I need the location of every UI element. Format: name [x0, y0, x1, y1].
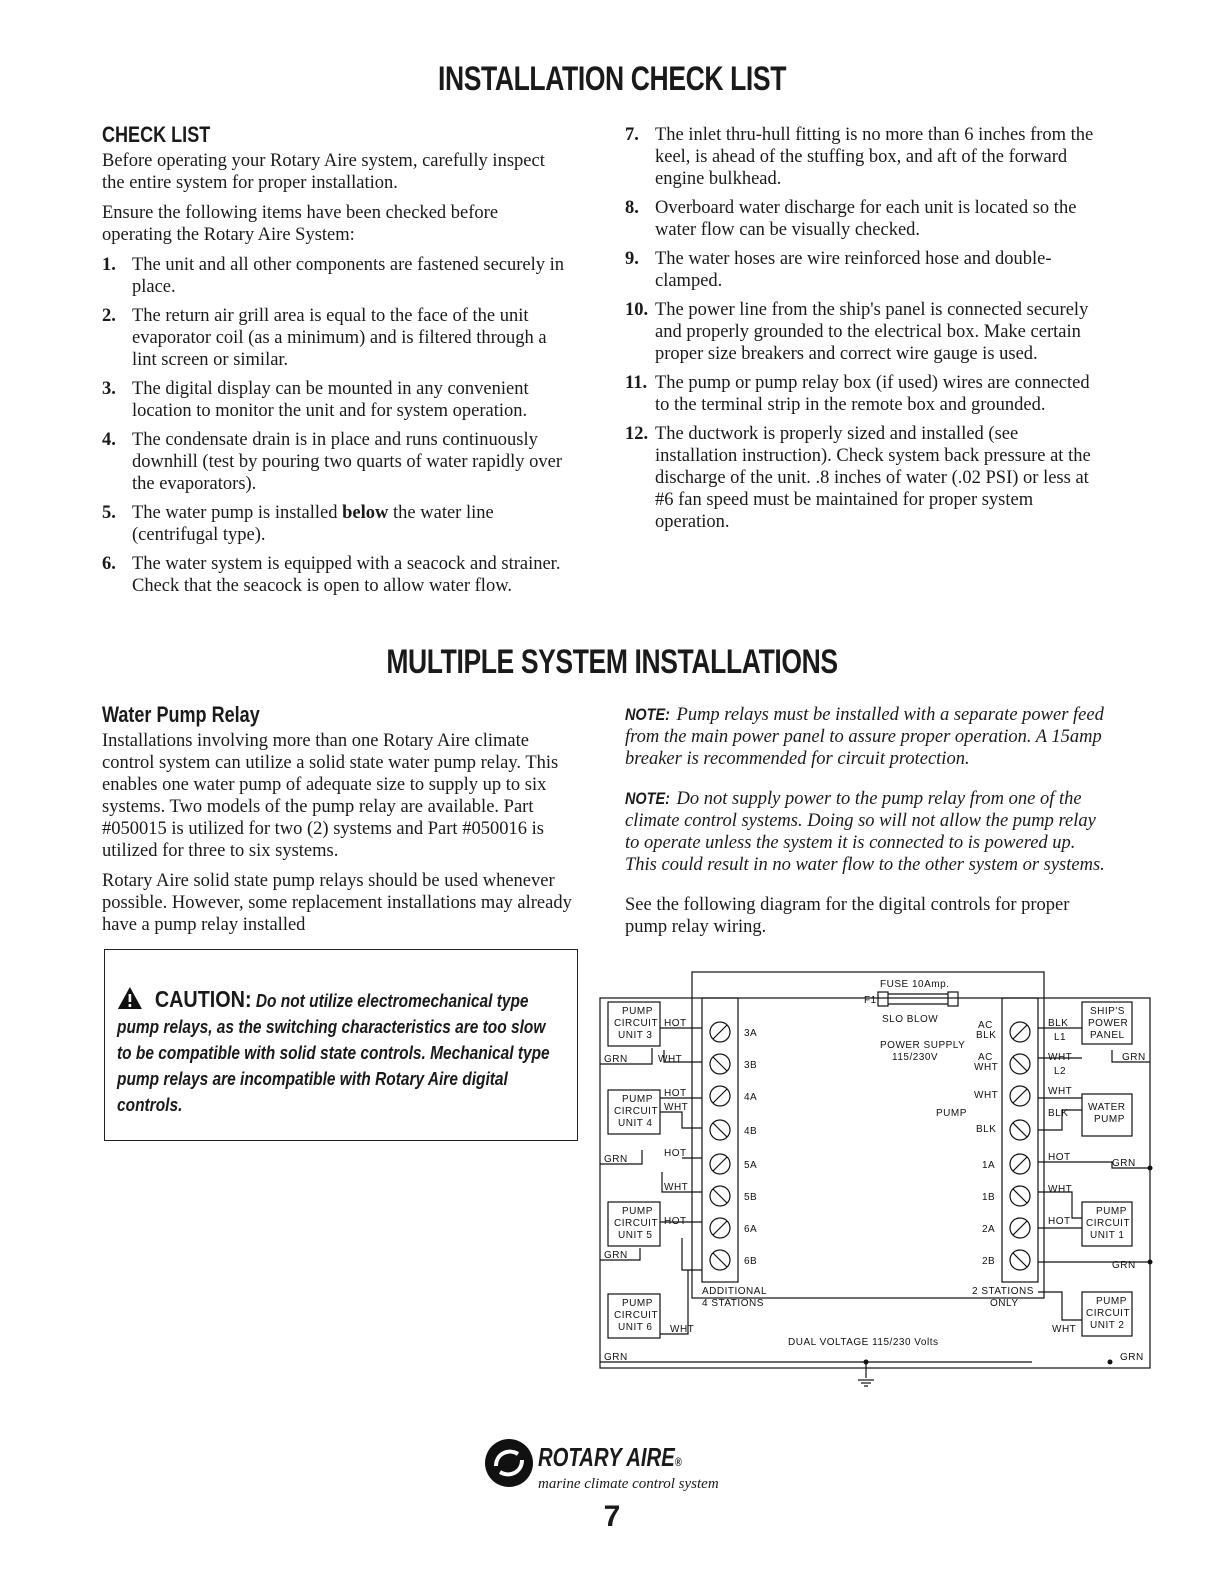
svg-text:BLK: BLK — [1048, 1018, 1069, 1029]
svg-text:HOT: HOT — [664, 1148, 687, 1159]
pump-relay-para-1: Installations involving more than one Rotary Aire climate control system can utilize a solid state water pump relay. This enables one water pump of adequate size to supply up to six systems. Two models of the pump relay are available. Part #050015 is utilized for two (2) systems and Part #050016 is utilized for three to six systems. — [102, 731, 559, 861]
checklist-intro-2: Ensure the following items have been checked before operating the Rotary Aire System: — [102, 203, 499, 245]
section-title: MULTIPLE SYSTEM INSTALLATIONS — [386, 643, 838, 681]
note-1: NOTE: Pump relays must be installed with a separate power feed from the main power panel to assure proper operation. A 15amp breaker is recommended for circuit protection. — [625, 705, 1104, 769]
checklist-item: 12. The ductwork is properly sized and installed (see installation instruction). Check system back pressure at the discharge of the unit. .8 inches of water (.02 PSI) or less at #6 fan speed must be maintained for proper system operation. — [625, 424, 1091, 532]
checklist-right-column — [625, 124, 1105, 540]
water-pump-label: PUMP — [1094, 1114, 1125, 1125]
checklist-item: 8. Overboard water discharge for each unit is located so the water flow can be visually checked. — [625, 198, 1077, 240]
svg-text:CIRCUIT: CIRCUIT — [614, 1310, 659, 1321]
terminal-2b: 2B — [982, 1256, 996, 1267]
terminal-4b: 4B — [744, 1126, 758, 1137]
svg-text:CIRCUIT: CIRCUIT — [1086, 1308, 1131, 1319]
terminal-3a: 3A — [744, 1028, 758, 1039]
pump-relay-left-column — [102, 704, 580, 944]
checklist-items-left — [102, 254, 572, 597]
svg-text:PUMP: PUMP — [1096, 1296, 1127, 1307]
svg-text:HOT: HOT — [664, 1018, 687, 1029]
svg-text:CIRCUIT: CIRCUIT — [614, 1106, 659, 1117]
slo-blow-label: SLO BLOW — [882, 1014, 939, 1025]
terminal-5b: 5B — [744, 1192, 758, 1203]
svg-text:GRN: GRN — [604, 1352, 628, 1363]
svg-text:WHT: WHT — [1052, 1324, 1077, 1335]
checklist-item: 3. The digital display can be mounted in any convenient location to monitor the unit and for system operation. — [102, 379, 529, 421]
left-terminal-screws — [710, 1022, 730, 1270]
svg-text:PUMP: PUMP — [622, 1006, 653, 1017]
checklist-item: 9. The water hoses are wire reinforced hose and double-clamped. — [625, 249, 1052, 291]
svg-text:WATER: WATER — [1088, 1102, 1126, 1113]
warning-triangle-icon — [117, 986, 143, 1010]
ships-panel-label: PANEL — [1090, 1030, 1125, 1041]
checklist-left-column — [102, 124, 572, 604]
svg-text:BLK: BLK — [976, 1124, 997, 1135]
checklist-intro-1: Before operating your Rotary Aire system, carefully inspect the entire system for proper installation. — [102, 151, 545, 193]
svg-text:L1: L1 — [1054, 1032, 1067, 1043]
terminal-1a: 1A — [982, 1160, 996, 1171]
brand-name: ROTARY AIRE — [538, 1442, 675, 1472]
terminal-5a: 5A — [744, 1160, 758, 1171]
additional-stations-label: ADDITIONAL — [702, 1286, 768, 1297]
svg-text:L2: L2 — [1054, 1066, 1067, 1077]
pump-relay-wiring-diagram — [592, 970, 1162, 1390]
svg-text:HOT: HOT — [664, 1088, 687, 1099]
svg-text:BLK: BLK — [1048, 1108, 1069, 1119]
svg-text:PUMP: PUMP — [622, 1298, 653, 1309]
rotary-aire-swirl-icon — [482, 1436, 536, 1490]
checklist-items-right — [625, 124, 1105, 533]
svg-text:WHT: WHT — [974, 1062, 999, 1073]
note-2: NOTE: Do not supply power to the pump relay from one of the climate control systems. Doing so will not allow the pump relay to operate unless the system it is connected to is powered up. This could result in no water flow to the other system or systems. — [625, 789, 1105, 875]
checklist-item: 10. The power line from the ship's panel is connected securely and properly grounded to the electrical box. Make certain proper size breakers and correct wire gauge is used. — [625, 300, 1089, 364]
svg-text:CIRCUIT: CIRCUIT — [614, 1218, 659, 1229]
dual-voltage-label: DUAL VOLTAGE 115/230 Volts — [788, 1337, 939, 1348]
pump-relay-para-2: Rotary Aire solid state pump relays should be used whenever possible. However, some replacement installations may already have a pump relay installed — [102, 871, 572, 935]
svg-text:GRN: GRN — [604, 1054, 628, 1065]
terminal-2a: 2A — [982, 1224, 996, 1235]
checklist-subhead: CHECK LIST — [102, 122, 211, 147]
page-title: INSTALLATION CHECK LIST — [437, 60, 787, 98]
svg-text:GRN: GRN — [1122, 1052, 1146, 1063]
checklist-item: 2. The return air grill area is equal to the face of the unit evaporator coil (as a minimum) and is filtered through a lint screen or similar. — [102, 306, 547, 370]
svg-text:GRN: GRN — [1120, 1352, 1144, 1363]
svg-text:PUMP: PUMP — [622, 1206, 653, 1217]
two-stations-label: 2 STATIONS — [972, 1286, 1034, 1297]
svg-text:GRN: GRN — [604, 1154, 628, 1165]
svg-text:SHIP'S: SHIP'S — [1090, 1006, 1125, 1017]
svg-text:WHT: WHT — [664, 1102, 689, 1113]
additional-stations-label-2: 4 STATIONS — [702, 1298, 764, 1309]
svg-text:WHT: WHT — [664, 1182, 689, 1193]
svg-text:GRN: GRN — [1112, 1158, 1136, 1169]
right-terminal-screws — [1010, 1022, 1030, 1270]
checklist-item: 7. The inlet thru-hull fitting is no more than 6 inches from the keel, is ahead of the stuffing box, and aft of the forward engine bulkhead. — [625, 125, 1094, 189]
terminal-1b: 1B — [982, 1192, 996, 1203]
brand-tagline: marine climate control system — [538, 1476, 719, 1492]
voltage-label: 115/230V — [892, 1052, 939, 1063]
svg-text:WHT: WHT — [1048, 1184, 1073, 1195]
terminal-6a: 6A — [744, 1224, 758, 1235]
unit-5-label: UNIT 5 — [618, 1230, 653, 1241]
unit-6-label: UNIT 6 — [618, 1322, 653, 1333]
svg-text:HOT: HOT — [1048, 1216, 1071, 1227]
svg-text:WHT: WHT — [1048, 1086, 1073, 1097]
svg-text:BLK: BLK — [976, 1030, 997, 1041]
f1-label: F1 — [864, 995, 877, 1006]
svg-text:AC: AC — [978, 1020, 993, 1031]
svg-text:PUMP: PUMP — [622, 1094, 653, 1105]
rotary-aire-logo — [482, 1432, 742, 1502]
svg-text:WHT: WHT — [670, 1324, 695, 1335]
registered-mark: ® — [674, 1455, 682, 1469]
see-diagram-text: See the following diagram for the digital controls for proper pump relay wiring. — [625, 895, 1070, 937]
svg-text:WHT: WHT — [658, 1054, 683, 1065]
svg-text:GRN: GRN — [604, 1250, 628, 1261]
terminal-6b: 6B — [744, 1256, 758, 1267]
caution-label: CAUTION: — [154, 986, 252, 1012]
svg-text:AC: AC — [978, 1052, 993, 1063]
svg-text:GRN: GRN — [1112, 1260, 1136, 1271]
svg-text:WHT: WHT — [1048, 1052, 1073, 1063]
pump-label: PUMP — [936, 1108, 967, 1119]
svg-text:POWER: POWER — [1088, 1018, 1129, 1029]
checklist-item: 1. The unit and all other components are fastened securely in place. — [102, 255, 565, 297]
svg-text:CIRCUIT: CIRCUIT — [614, 1018, 659, 1029]
caution-box — [104, 949, 578, 1141]
fuse-label: FUSE 10Amp. — [880, 979, 950, 990]
unit-2-label: UNIT 2 — [1090, 1320, 1125, 1331]
svg-text:HOT: HOT — [664, 1216, 687, 1227]
power-supply-label: POWER SUPPLY — [880, 1040, 966, 1051]
svg-text:HOT: HOT — [1048, 1152, 1071, 1163]
svg-text:CIRCUIT: CIRCUIT — [1086, 1218, 1131, 1229]
checklist-item: 11. The pump or pump relay box (if used) wires are connected to the terminal strip in the remote box and grounded. — [625, 373, 1090, 415]
terminal-3b: 3B — [744, 1060, 758, 1071]
two-stations-only-label: ONLY — [990, 1298, 1019, 1309]
checklist-item: 6. The water system is equipped with a seacock and strainer. Check that the seacock is open to allow water flow. — [102, 554, 561, 596]
pump-relay-right-column — [625, 704, 1107, 946]
unit-4-label: UNIT 4 — [618, 1118, 653, 1129]
caution-text: Do not utilize electromechanical type pump relays, as the switching characteristics are too slow to be compatible with solid state controls. Mechanical type pump relays are incompatible with Rotary Aire digital controls. — [117, 991, 550, 1115]
terminal-4a: 4A — [744, 1092, 758, 1103]
checklist-item: 4. The condensate drain is in place and runs continuously downhill (test by pouring two quarts of water rapidly over the evaporators). — [102, 430, 563, 494]
unit-3-label: UNIT 3 — [618, 1030, 653, 1041]
pump-relay-subhead: Water Pump Relay — [102, 702, 260, 727]
svg-text:WHT: WHT — [974, 1090, 999, 1101]
svg-text:PUMP: PUMP — [1096, 1206, 1127, 1217]
page-number: 7 — [603, 1500, 621, 1533]
checklist-item: 5. The water pump is installed below the water line (centrifugal type). — [102, 503, 494, 545]
unit-1-label: UNIT 1 — [1090, 1230, 1125, 1241]
